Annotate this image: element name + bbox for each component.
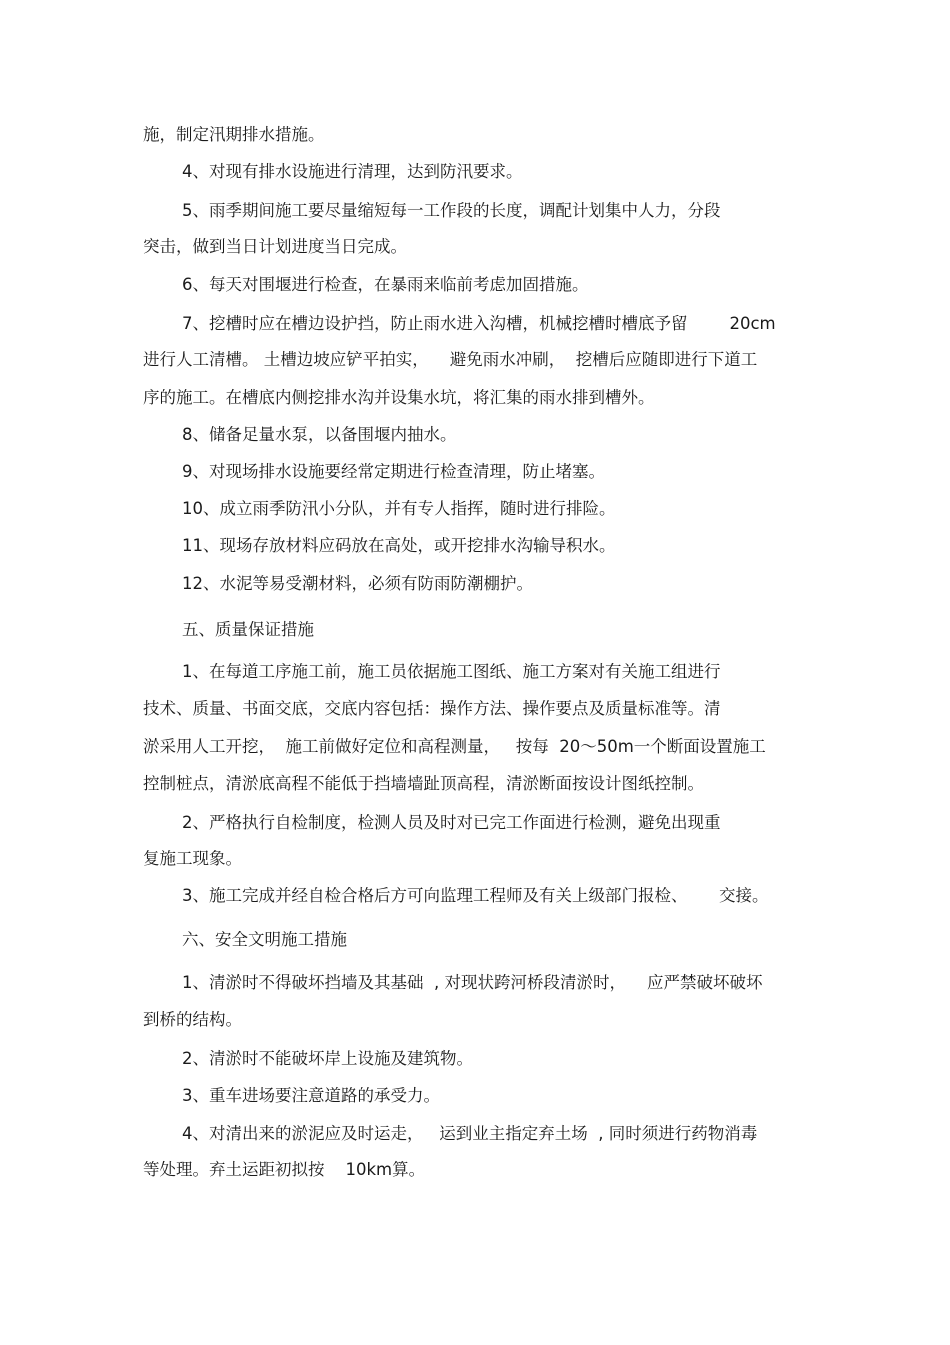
paragraph-line: 9、对现场排水设施要经常定期进行检查清理，防止堵塞。 — [182, 462, 605, 481]
paragraph-line: 2、清淤时不能破坏岸上设施及建筑物。 — [182, 1049, 473, 1068]
paragraph-line: 施，制定汛期排水措施。 — [143, 125, 325, 144]
paragraph-line: 序的施工。在槽底内侧挖排水沟并设集水坑，将汇集的雨水排到槽外。 — [143, 388, 655, 407]
paragraph-line: 到桥的结构。 — [143, 1010, 242, 1029]
paragraph-line: 7、挖槽时应在槽边设护挡，防止雨水进入沟槽，机械挖槽时槽底予留 20cm — [182, 314, 776, 333]
paragraph-line: 控制桩点，清淤底高程不能低于挡墙墙趾顶高程，清淤断面按设计图纸控制。 — [143, 774, 704, 793]
paragraph-line: 复施工现象。 — [143, 849, 242, 868]
paragraph-line: 2、严格执行自检制度，检测人员及时对已完工作面进行检测，避免出现重 — [182, 813, 721, 832]
paragraph-line: 进行人工清槽。 土槽边坡应铲平拍实， 避免雨水冲刷， 挖槽后应随即进行下道工 — [143, 350, 758, 369]
paragraph-line: 3、重车进场要注意道路的承受力。 — [182, 1086, 440, 1105]
paragraph-line: 11、现场存放材料应码放在高处，或开挖排水沟输导积水。 — [182, 536, 616, 555]
paragraph-line: 6、每天对围堰进行检查，在暴雨来临前考虑加固措施。 — [182, 275, 589, 294]
paragraph-line: 1、清淤时不得破坏挡墙及其基础 , 对现状跨河桥段清淤时， 应严禁破坏破坏 — [182, 973, 763, 992]
paragraph-line: 8、储备足量水泵，以备围堰内抽水。 — [182, 425, 457, 444]
paragraph-line: 5、雨季期间施工要尽量缩短每一工作段的长度，调配计划集中人力，分段 — [182, 201, 721, 220]
paragraph-line: 4、对现有排水设施进行清理，达到防汛要求。 — [182, 162, 523, 181]
paragraph-line: 12、水泥等易受潮材料，必须有防雨防潮棚护。 — [182, 574, 533, 593]
paragraph-line: 10、成立雨季防汛小分队，并有专人指挥，随时进行排险。 — [182, 499, 616, 518]
paragraph-line: 等处理。弃土运距初拟按 10km算。 — [143, 1160, 426, 1179]
section-heading: 六、安全文明施工措施 — [182, 930, 347, 949]
paragraph-line: 技术、质量、书面交底，交底内容包括：操作方法、操作要点及质量标准等。清 — [143, 699, 721, 718]
paragraph-line: 4、对清出来的淤泥应及时运走， 运到业主指定弃土场 , 同时须进行药物消毒 — [182, 1124, 758, 1143]
paragraph-line: 突击，做到当日计划进度当日完成。 — [143, 237, 407, 256]
section-heading: 五、质量保证措施 — [182, 620, 314, 639]
paragraph-line: 1、在每道工序施工前，施工员依据施工图纸、施工方案对有关施工组进行 — [182, 662, 721, 681]
paragraph-line: 3、施工完成并经自检合格后方可向监理工程师及有关上级部门报检、 交接。 — [182, 886, 769, 905]
paragraph-line: 淤采用人工开挖， 施工前做好定位和高程测量， 按每 20～50m一个断面设置施工 — [143, 737, 766, 756]
